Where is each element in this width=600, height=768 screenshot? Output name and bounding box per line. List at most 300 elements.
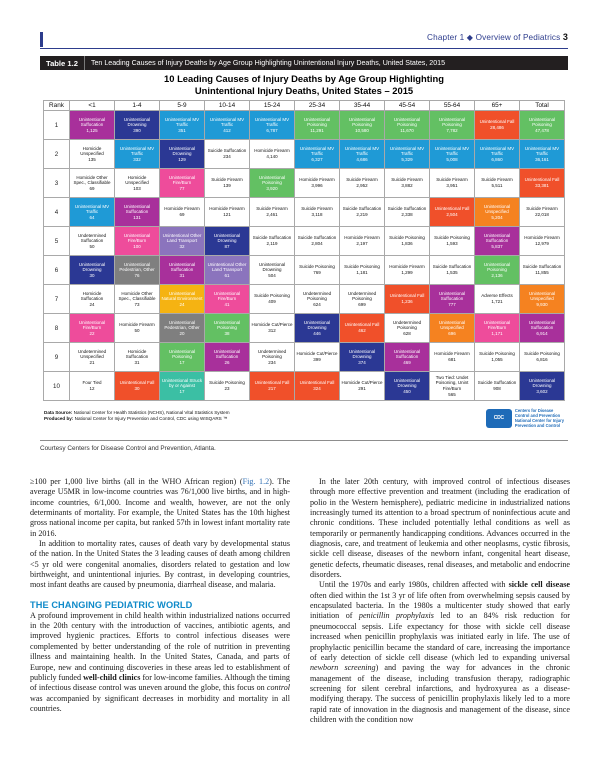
cause-label: Unintentional MV Traffic <box>479 145 515 157</box>
para-r2-d: ) and paving the way for advances in the chronic management of the disease, including transfusion therapy, radiographic screening for silent cerebral infarctions, and hydroxyurea as a disease-modifying therapy. The success of penicillin prophylaxis likely led to a more rapid rate of innovation in the diagnosis and management of the disease, since children with the condition now <box>310 663 570 724</box>
cause-value: 33,381 <box>535 183 549 188</box>
cause-value: 30 <box>134 386 140 391</box>
source-block <box>44 410 564 434</box>
cause-label: Suicide Suffocation <box>252 235 292 241</box>
cause-value: 1,836 <box>401 241 413 246</box>
cause-cell <box>160 343 205 372</box>
cause-value: 121 <box>223 212 231 217</box>
cause-label: Homicide Firearm <box>299 177 335 183</box>
cause-value: 11,670 <box>400 127 414 133</box>
para-l3-bold: well-child clinics <box>83 672 141 682</box>
cause-value: 399 <box>313 357 321 362</box>
cause-label: Unintentional Poisoning <box>213 319 241 331</box>
cause-label: Homicide Firearm <box>524 235 560 241</box>
cause-label: Unintentional MV Traffic <box>209 116 245 128</box>
figure-title-line1: 10 Leading Causes of Injury Deaths by Age Group Highlighting <box>164 73 444 84</box>
cause-label: Unintentional Fire/Burn <box>168 174 196 186</box>
cause-value: 1,721 <box>491 299 503 304</box>
cause-value: 2,952 <box>356 183 368 188</box>
cause-cell <box>115 227 160 256</box>
running-head <box>40 32 568 50</box>
cause-value: 777 <box>448 301 456 307</box>
cause-label: Unintentional Suffocation <box>168 261 196 273</box>
table-row <box>44 198 565 227</box>
cause-value: 5,329 <box>401 156 413 162</box>
cause-value: 77 <box>179 185 185 191</box>
courtesy-line: Courtesy Centers for Disease Control and Prevention, Atlanta. <box>40 445 216 452</box>
para-l1-b: ). The average U5MR in low-income countries was 76/1,000 live births, and in high-income countries, 6/1,000. Income and wealth, however, are not the only determinants of mortality. For example, the United States has the 10th highest gross national income per capita, but ranked 57th in lowest infant mortality rate in 2016. <box>30 477 290 538</box>
cause-cell <box>340 256 385 285</box>
cause-label: Unintentional Pedestrian, Other <box>119 261 155 273</box>
cause-label: Unintentional Fire/Burn <box>123 232 151 244</box>
para-r2-ital2: newborn screening <box>310 663 376 673</box>
cause-value: 17 <box>179 388 185 394</box>
cause-label: Unintentional Suffocation <box>528 319 556 331</box>
cause-cell <box>295 111 340 140</box>
cdc-logo-text <box>515 408 564 428</box>
column-header-total: Total <box>520 101 565 111</box>
rank-cell: 9 <box>44 343 70 372</box>
body-columns <box>30 477 570 762</box>
cause-cell <box>115 314 160 343</box>
cause-value: 1,171 <box>491 330 503 336</box>
running-head-accent-bar <box>40 32 43 47</box>
cause-cell <box>160 314 205 343</box>
cause-label: Homicide Cut/Pierce <box>296 351 338 357</box>
cause-label: Unintentional Poisoning <box>438 116 466 128</box>
cdc-logo <box>486 408 564 428</box>
cause-value: 28,486 <box>490 125 504 130</box>
cause-value: 2,197 <box>356 241 368 246</box>
cause-cell <box>340 372 385 401</box>
cause-value: 135 <box>88 156 96 162</box>
cause-label: Unintentional Fall <box>479 119 515 125</box>
cause-label: Suicide Poisoning <box>299 264 335 270</box>
cause-cell <box>295 372 340 401</box>
cause-cell <box>385 314 430 343</box>
cause-label: Suicide Firearm <box>346 177 378 183</box>
cause-cell <box>520 314 565 343</box>
figure-cross-reference[interactable]: Fig. 1.2 <box>242 477 270 486</box>
paragraph-right-2 <box>310 580 570 725</box>
table-row <box>44 343 565 372</box>
cause-label: Homicide Firearm <box>434 351 470 357</box>
cause-value: 5,511 <box>491 183 503 188</box>
cause-cell <box>160 140 205 169</box>
cause-value: 351 <box>178 127 186 133</box>
cause-cell <box>295 198 340 227</box>
cause-value: 2,461 <box>266 212 278 217</box>
cause-cell <box>520 140 565 169</box>
cause-cell <box>385 227 430 256</box>
data-source-text: National Center for Health Statistics (NCHS), National Vital Statistics System <box>72 410 230 415</box>
running-head-chapter: Chapter 1 ◆ Overview of Pediatrics <box>427 33 561 42</box>
cause-label: Homicide Cut/Pierce <box>251 322 293 328</box>
cause-label: Unintentional Unspecified <box>483 203 511 215</box>
cause-value: 1,593 <box>446 241 458 246</box>
rank-cell: 4 <box>44 198 70 227</box>
para-r2-bold: sickle cell disease <box>508 580 571 590</box>
table-row <box>44 169 565 198</box>
cause-value: 1,055 <box>491 357 503 362</box>
table-header <box>44 101 565 111</box>
cause-value: 565 <box>448 391 456 397</box>
cause-value: 2,219 <box>356 212 368 217</box>
cause-label: Homicide Suffocation <box>125 348 149 360</box>
cause-label: Unintentional MV Traffic <box>74 203 110 215</box>
cause-cell <box>430 198 475 227</box>
cause-value: 696 <box>448 330 456 336</box>
cause-cell <box>115 140 160 169</box>
column-header-65: 65+ <box>475 101 520 111</box>
cause-label: Suicide Suffocation <box>297 235 337 241</box>
cause-label: Unintentional Drowning <box>528 377 556 389</box>
cause-label: Suicide Poisoning <box>479 351 515 357</box>
right-column <box>310 477 570 762</box>
cause-label: Unintentional Poisoning <box>483 261 511 273</box>
cause-label: Suicide Poisoning <box>209 380 245 386</box>
cause-value: 12 <box>89 386 95 391</box>
data-source-label: Data Source: <box>44 410 73 415</box>
cause-label: Unintentional Unspecified <box>528 290 556 302</box>
cause-value: 504 <box>268 272 276 278</box>
cause-cell <box>70 256 115 285</box>
cause-value: 22,018 <box>535 212 549 217</box>
figure-title <box>40 70 568 96</box>
table-row <box>44 140 565 169</box>
paragraph-left-2: In addition to mortality rates, causes of death vary by developmental status of the nation. In the United States the 3 leading causes of death among children <5 yr old were congenital anomalies, disorders related to gestation and low birthweight, and unintentional injuries. By contrast, in developing countries, most infant deaths are caused by pneumonia, diarrheal disease, and malaria. <box>30 539 290 590</box>
cause-label: Undetermined Poisoning <box>347 290 377 302</box>
rank-cell: 2 <box>44 140 70 169</box>
paragraph-right-1: In the later 20th century, with improved control of infectious diseases through more effective prevention and treatment (including the eradication of polio in the Western hemisphere), pediatric medicine in industrialized nations increasingly turned its attention to a broad spectrum of noninfectious acute and chronic conditions. These included potentially lethal conditions as well as temporarily or permanently handicapping conditions. Advances occurred in the diagnosis, care, and treatment of leukemia and other neoplasms, cystic fibrosis, sickle cell disease, diseases of the newborn infant, congenital heart disease, genetic defects, rheumatic diseases, renal diseases, and metabolic and endocrine disorders. <box>310 477 570 580</box>
para-l3-c: was accompanied by significant decreases in morbidity and mortality in all countries. <box>30 693 290 713</box>
cause-value: 4,686 <box>356 156 368 162</box>
cause-label: Unintentional Poisoning <box>348 116 376 128</box>
cause-label: Suicide Firearm <box>256 206 288 212</box>
cause-label: Unintentional Other Land Transport <box>207 261 247 273</box>
cause-value: 131 <box>133 214 141 220</box>
cause-value: 38 <box>224 330 230 336</box>
cause-cell <box>385 372 430 401</box>
cause-cell <box>70 343 115 372</box>
cause-cell <box>475 140 520 169</box>
para-r2-a: Until the 1970s and early 1980s, children affected with <box>319 580 509 590</box>
cause-value: 6,914 <box>536 330 548 336</box>
cause-label: Homicide Suffocation <box>80 290 104 302</box>
rank-cell: 1 <box>44 111 70 140</box>
cause-value: 11,855 <box>535 270 549 275</box>
cause-value: 324 <box>313 386 321 391</box>
cause-value: 24 <box>89 301 95 307</box>
page-number: 3 <box>562 32 568 42</box>
table-header-row <box>44 101 565 111</box>
cause-cell <box>340 111 385 140</box>
section-heading-changing-pediatric-world: THE CHANGING PEDIATRIC WORLD <box>30 599 193 610</box>
cause-value: 64 <box>89 214 95 220</box>
cause-value: 69 <box>179 212 185 217</box>
cause-value: 2,119 <box>266 241 278 246</box>
cause-label: Unintentional Drowning <box>123 116 151 128</box>
cause-cell <box>385 343 430 372</box>
cause-value: 409 <box>268 299 276 304</box>
cause-label: Suicide Poisoning <box>524 351 560 357</box>
cause-label: Unintentional MV Traffic <box>434 145 470 157</box>
cause-cell <box>70 111 115 140</box>
cause-cell <box>250 140 295 169</box>
cause-cell <box>115 111 160 140</box>
cause-value: 769 <box>313 270 321 275</box>
cause-value: 22 <box>89 330 95 336</box>
cause-value: 2,804 <box>311 241 323 246</box>
cause-cell <box>160 227 205 256</box>
cause-label: Suicide Suffocation <box>207 148 247 154</box>
cause-cell <box>520 111 565 140</box>
cause-label: Unintentional Suffocation <box>438 290 466 302</box>
cause-value: 1,299 <box>401 270 413 275</box>
cause-value: 139 <box>223 183 231 188</box>
cause-value: 3,996 <box>311 183 323 188</box>
cause-label: Unintentional Fire/Burn <box>78 319 106 331</box>
cause-value: 624 <box>313 301 321 307</box>
cause-label: Suicide Firearm <box>481 177 513 183</box>
cause-value: 20 <box>179 330 185 336</box>
cause-value: 5,204 <box>491 214 503 220</box>
cause-value: 50 <box>134 328 140 333</box>
cause-cell <box>70 227 115 256</box>
cause-label: Unintentional Fall <box>344 322 380 328</box>
cause-cell <box>340 140 385 169</box>
cause-cell <box>70 285 115 314</box>
cause-label: Unintentional Poisoning <box>168 348 196 360</box>
cause-cell <box>430 169 475 198</box>
cause-value: 1,236 <box>401 299 413 304</box>
cause-label: Unintentional Natural Environment <box>161 290 203 302</box>
cdc-logo-line3: National Center for Injury <box>514 418 564 423</box>
cause-cell <box>205 169 250 198</box>
table-body <box>44 111 565 401</box>
table-row <box>44 314 565 343</box>
column-header-45-54: 45-54 <box>385 101 430 111</box>
cause-value: 103 <box>133 185 141 191</box>
cause-cell <box>475 256 520 285</box>
cause-cell <box>340 285 385 314</box>
cause-label: Unintentional Drowning <box>258 261 286 273</box>
cause-cell <box>160 198 205 227</box>
column-header-25-34: 25-34 <box>295 101 340 111</box>
cause-label: Unintentional Fire/Burn <box>213 290 241 302</box>
cause-value: 9,930 <box>536 301 548 307</box>
cause-label: Unintentional Fall <box>254 380 290 386</box>
cause-label: Unintentional Struck by or Against <box>161 377 203 389</box>
cause-value: 24 <box>179 301 185 307</box>
cause-cell <box>295 256 340 285</box>
cause-label: Suicide Firearm <box>436 177 468 183</box>
cdc-logo-line4: Prevention and Control <box>514 423 561 428</box>
column-header-35-44: 35-44 <box>340 101 385 111</box>
cause-cell <box>385 111 430 140</box>
cause-label: Homicide Firearm <box>389 264 425 270</box>
cause-label: Homicide Unspecified <box>125 174 149 186</box>
cause-value: 87 <box>224 243 230 249</box>
cause-label: Undetermined Suffocation <box>77 232 107 244</box>
cause-value: 628 <box>403 330 411 336</box>
para-l3-ital: control <box>266 683 290 693</box>
cause-label: Homicide Firearm <box>209 206 245 212</box>
cause-label: Unintentional MV Traffic <box>389 145 425 157</box>
cause-label: Unintentional Suffocation <box>78 116 106 128</box>
cause-value: 6,860 <box>491 156 503 162</box>
cause-cell <box>250 227 295 256</box>
para-l1-a: ≥100 per 1,000 live births (all in the WHO African region) ( <box>30 477 243 486</box>
cause-label: Unintentional Unspecified <box>438 319 466 331</box>
figure-panel <box>40 70 568 450</box>
cause-cell <box>340 227 385 256</box>
cause-label: Homicide Firearm <box>254 148 290 154</box>
cause-cell <box>430 372 475 401</box>
cause-cell <box>430 140 475 169</box>
cause-label: Unintentional Fall <box>389 293 425 299</box>
cause-cell <box>250 169 295 198</box>
cause-label: Unintentional Fall <box>299 380 335 386</box>
cause-label: Undetermined Poisoning <box>302 290 332 302</box>
cause-label: Unintentional Poisoning <box>258 174 286 186</box>
cause-label: Undetermined Poisoning <box>392 319 422 331</box>
cdc-logo-mark-text: CDC <box>493 415 504 421</box>
running-head-rule <box>40 48 568 49</box>
cause-value: 7,782 <box>446 127 458 133</box>
cause-cell <box>520 372 565 401</box>
cause-cell <box>250 372 295 401</box>
cause-label: Unintentional Drowning <box>303 319 331 331</box>
cause-cell <box>385 256 430 285</box>
cause-value: 31 <box>179 272 185 278</box>
cause-value: 3,602 <box>536 388 548 394</box>
cause-value: 699 <box>358 301 366 307</box>
cause-value: 234 <box>268 359 276 365</box>
cause-label: Suicide Suffocation <box>387 206 427 212</box>
table-caption-bar <box>40 56 568 70</box>
paragraph-left-3 <box>30 611 290 714</box>
cause-cell <box>430 256 475 285</box>
cause-label: Unintentional Fire/Burn <box>483 319 511 331</box>
cause-cell <box>340 169 385 198</box>
cause-label: Unintentional Drowning <box>168 145 196 157</box>
cause-cell <box>520 169 565 198</box>
cause-value: 47,478 <box>535 127 549 133</box>
cause-label: Unintentional Pedestrian, Other <box>164 319 200 331</box>
cause-label: Suicide Firearm <box>391 177 423 183</box>
cause-label: Unintentional MV Traffic <box>524 145 560 157</box>
cause-cell <box>70 169 115 198</box>
cause-value: 450 <box>403 388 411 394</box>
cause-label: Unintentional Suffocation <box>123 203 151 215</box>
cause-cell <box>430 343 475 372</box>
table-title: Ten Leading Causes of Injury Deaths by Age Group Highlighting Unintentional Injury Deaths, United States, 2015 <box>90 59 446 67</box>
cause-label: Undetermined Unspecified <box>77 348 107 360</box>
cause-value: 50 <box>89 243 95 249</box>
cause-value: 2,136 <box>491 272 503 278</box>
cause-cell <box>295 285 340 314</box>
cause-value: 73 <box>134 301 140 307</box>
cause-label: Homicide Other Spec., Classifiable <box>73 174 111 186</box>
table-row <box>44 256 565 285</box>
cause-cell <box>385 169 430 198</box>
cause-cell <box>160 256 205 285</box>
cause-label: Homicide Cut/Pierce <box>341 380 383 386</box>
running-head-text <box>427 32 568 42</box>
cause-value: 21 <box>89 359 95 365</box>
cause-label: Unintentional Other Land Transport <box>162 232 202 244</box>
cause-value: 31 <box>134 359 140 365</box>
rank-cell: 6 <box>44 256 70 285</box>
column-header-1-4: 1-4 <box>115 101 160 111</box>
cause-label: Suicide Poisoning <box>344 264 380 270</box>
cause-label: Unintentional Suffocation <box>213 348 241 360</box>
cause-value: 446 <box>313 330 321 336</box>
rank-cell: 3 <box>44 169 70 198</box>
cause-value: 2,338 <box>401 212 413 217</box>
cdc-logo-line1: Centers for Disease <box>514 408 554 413</box>
cause-cell <box>295 140 340 169</box>
cause-cell <box>115 198 160 227</box>
cause-cell <box>70 198 115 227</box>
cause-cell <box>205 256 250 285</box>
cause-label: Adverse Effects <box>481 293 513 299</box>
cause-cell <box>115 256 160 285</box>
cause-cell <box>340 314 385 343</box>
cause-label: Unintentional Drowning <box>348 348 376 360</box>
cause-value: 1,181 <box>356 270 368 275</box>
cause-cell <box>385 140 430 169</box>
cause-value: 6,816 <box>536 357 548 362</box>
cause-cell <box>520 256 565 285</box>
cause-cell <box>475 372 520 401</box>
cause-cell <box>160 372 205 401</box>
cdc-logo-icon <box>486 409 512 428</box>
cause-label: Unintentional Poisoning <box>528 116 556 128</box>
cause-label: Suicide Suffocation <box>342 206 382 212</box>
column-header-rank: Rank <box>44 101 70 111</box>
cause-cell <box>430 227 475 256</box>
cause-label: Suicide Poisoning <box>389 235 425 241</box>
cause-value: 462 <box>358 328 366 333</box>
cause-value: 76 <box>134 272 140 278</box>
produced-by-label: Produced by: <box>44 416 74 422</box>
cause-cell <box>205 198 250 227</box>
paragraph-left-1 <box>30 477 290 539</box>
cause-value: 1,125 <box>86 127 98 133</box>
cause-cell <box>115 285 160 314</box>
cause-value: 234 <box>223 154 231 159</box>
table-row <box>44 227 565 256</box>
cause-label: Homicide Firearm <box>164 206 200 212</box>
cause-cell <box>160 169 205 198</box>
cause-label: Unintentional Fall <box>524 177 560 183</box>
cause-value: 908 <box>493 386 501 391</box>
column-header-10-14: 10-14 <box>205 101 250 111</box>
cause-cell <box>250 343 295 372</box>
cause-value: 1,535 <box>446 270 458 275</box>
cause-value: 312 <box>268 328 276 333</box>
cause-value: 217 <box>268 386 276 391</box>
leading-causes-table <box>43 100 565 401</box>
table-row <box>44 111 565 140</box>
cause-label: Suicide Firearm <box>526 206 558 212</box>
column-header-1: <1 <box>70 101 115 111</box>
cause-cell <box>475 227 520 256</box>
cause-value: 3,118 <box>311 212 323 217</box>
cause-label: Unintentional Fall <box>434 206 470 212</box>
